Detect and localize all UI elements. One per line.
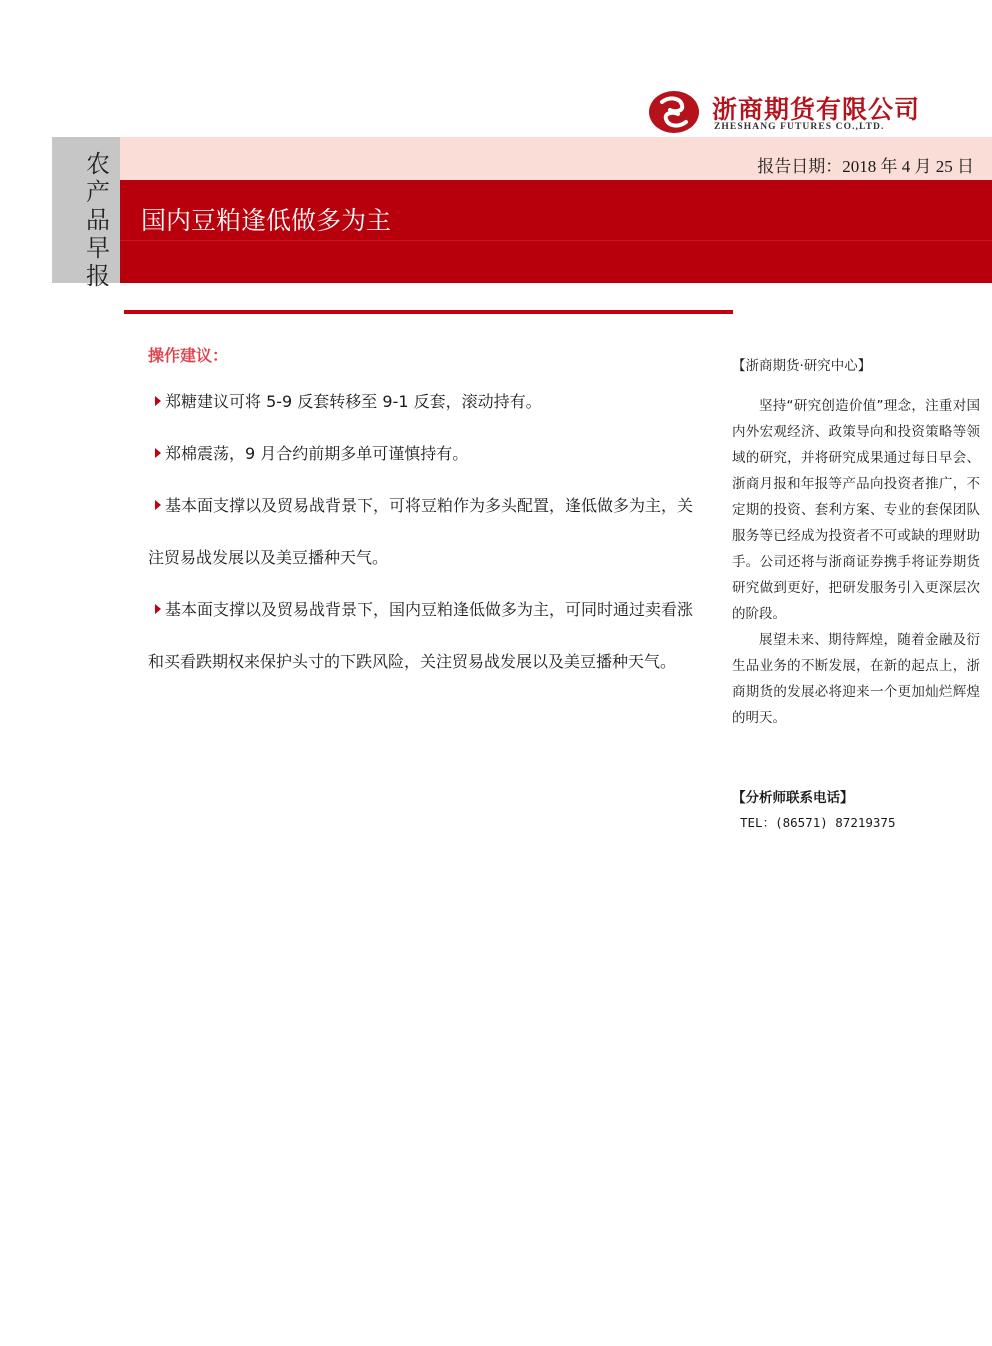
- company-name-en: ZHESHANG FUTURES CO.,LTD.: [714, 122, 885, 132]
- advice-line: [148, 598, 713, 650]
- analyst-heading: 【分析师联系电话】: [732, 790, 854, 806]
- advice-line: [148, 442, 713, 494]
- advice-item: [148, 390, 713, 442]
- bullet-arrow-icon: [155, 604, 161, 614]
- advice-line: [148, 390, 713, 442]
- advice-item: [148, 494, 713, 598]
- company-logo-icon: [648, 90, 700, 134]
- sidebar-heading: 【浙商期货·研究中心】: [732, 358, 872, 374]
- advice-line: 注贸易战发展以及美豆播种天气。: [148, 548, 389, 567]
- company-logo: [648, 88, 948, 138]
- advice-heading: 操作建议：: [148, 346, 229, 365]
- report-date-label: 报告日期：: [757, 157, 843, 176]
- category-label: 农产品早报: [86, 150, 110, 290]
- sidebar-paragraph: 展望未来、期待辉煌，随着金融及衍生品业务的不断发展，在新的起点上，浙商期货的发展必将迎来一个更加灿烂辉煌的明天。: [732, 632, 980, 726]
- advice-text: 郑糖建议可将 5-9 反套转移至 9-1 反套，滚动持有。: [165, 392, 542, 411]
- advice-item: [148, 598, 713, 702]
- report-date: [757, 152, 974, 177]
- advice-text: 基本面支撑以及贸易战背景下，国内豆粕逢低做多为主，可同时通过卖看涨: [165, 600, 694, 619]
- sidebar-body: [732, 393, 980, 731]
- bullet-arrow-icon: [155, 448, 161, 458]
- bullet-arrow-icon: [155, 500, 161, 510]
- report-date-value: 2018 年 4 月 25 日: [842, 157, 974, 176]
- report-title: 国内豆粕逢低做多为主: [141, 206, 392, 235]
- advice-text: 郑棉震荡，9 月合约前期多单可谨慎持有。: [165, 444, 469, 463]
- sidebar-paragraph: 坚持“研究创造价值”理念，注重对国内外宏观经济、政策导向和投资策略等领域的研究，并将研究成果通过每日早会、浙商月报和年报等产品向投资者推广，不定期的投资、套利方案、专业的套保团队服务等已经成为投资者不可或缺的理财助手。公司还将与浙商证券携手将证券期货研究做到更好，把研发服务引入更深层次的阶段。: [732, 398, 980, 622]
- bullet-arrow-icon: [155, 396, 161, 406]
- company-name-cn: 浙商期货有限公司: [712, 95, 921, 124]
- advice-line: [148, 494, 713, 546]
- section-divider: [124, 310, 733, 314]
- advice-text: 基本面支撑以及贸易战背景下，可将豆粕作为多头配置，逢低做多为主，关: [165, 496, 694, 515]
- advice-line: 和买看跌期权来保护头寸的下跌风险，关注贸易战发展以及美豆播种天气。: [148, 652, 677, 671]
- analyst-phone: TEL：(86571) 87219375: [740, 815, 896, 830]
- title-band-line: [120, 240, 992, 241]
- advice-item: [148, 442, 713, 494]
